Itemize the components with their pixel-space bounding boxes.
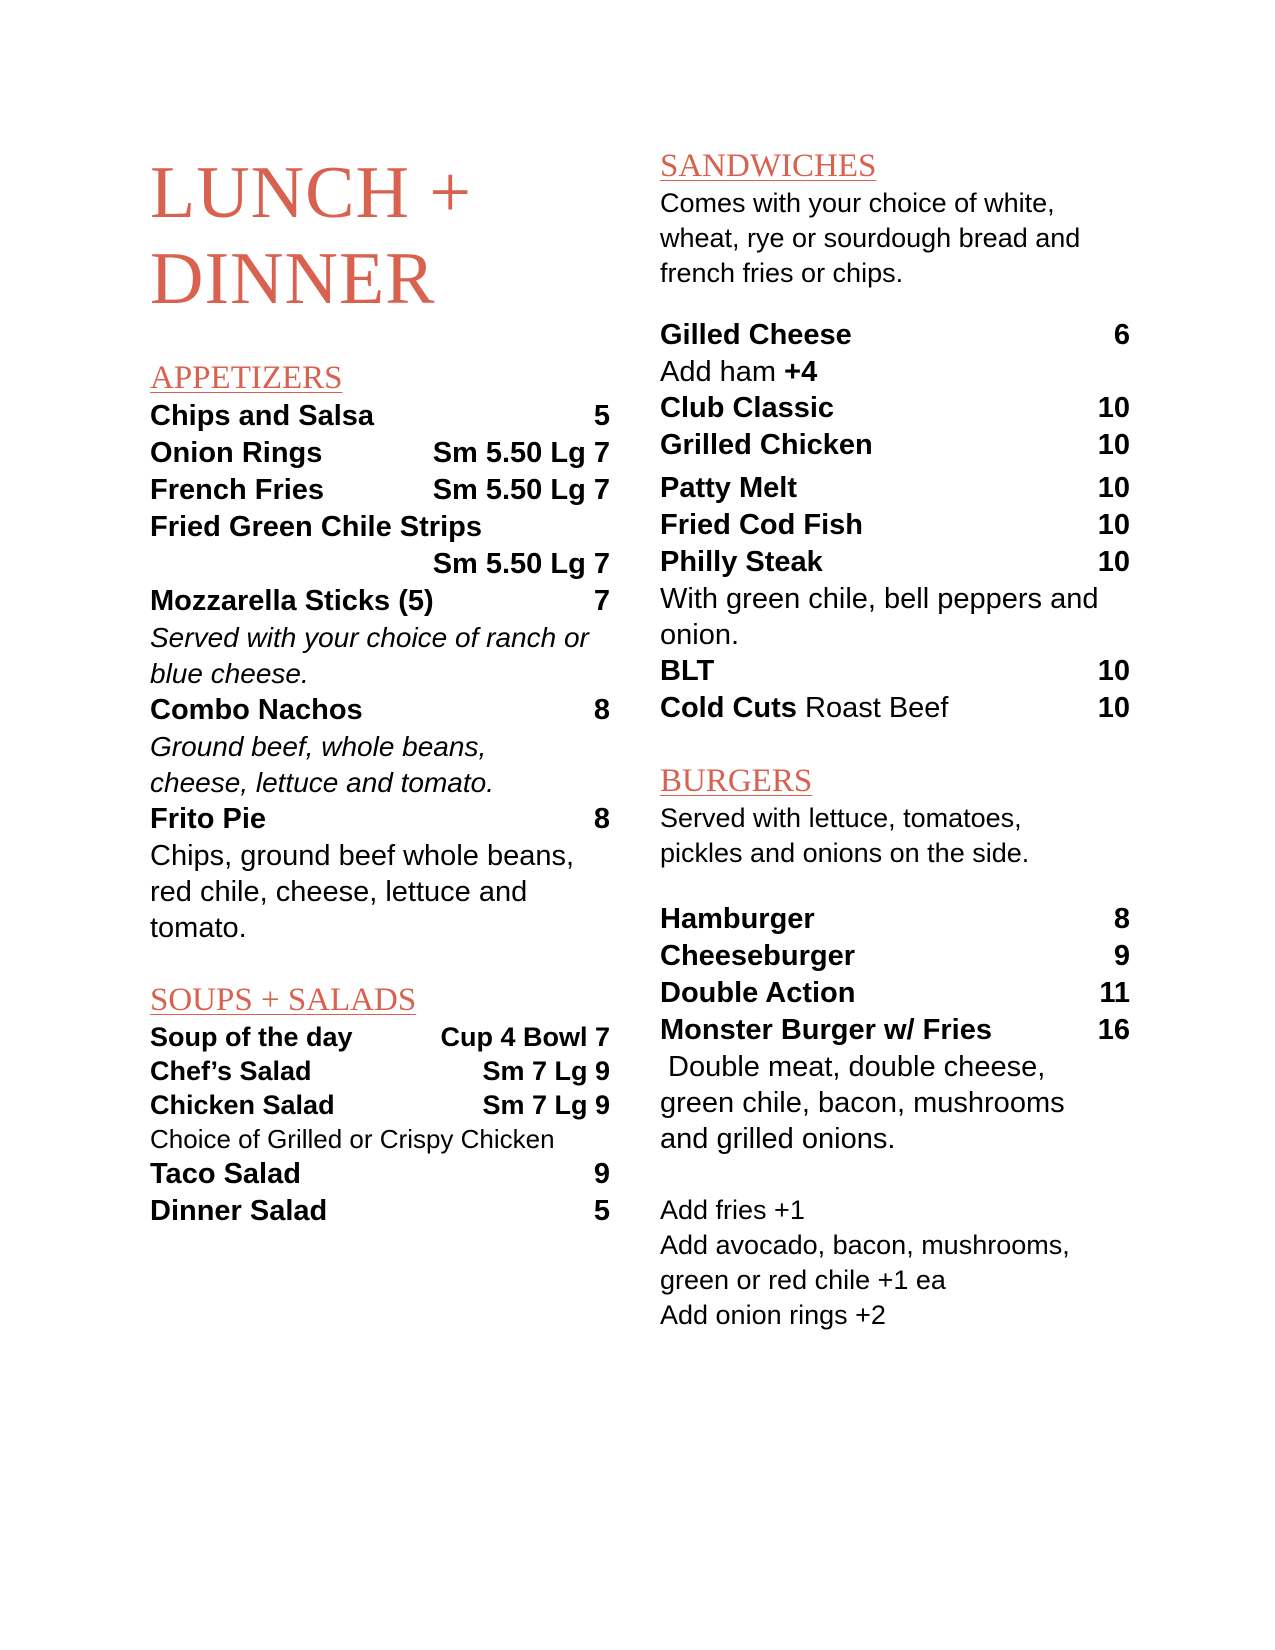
menu-title-line-1: LUNCH + bbox=[150, 152, 473, 234]
item-name-bold: Cold Cuts bbox=[660, 692, 797, 724]
addon-price: +4 bbox=[784, 356, 818, 388]
appetizers-section bbox=[150, 360, 610, 946]
appetizers-heading: APPETIZERS bbox=[150, 360, 343, 396]
addon-line: Add onion rings +2 bbox=[660, 1300, 886, 1330]
section-intro: Comes with your choice of white, wheat, rye or sourdough bread and french fries or chips. bbox=[660, 188, 1081, 288]
item-name: Soup of the day bbox=[150, 1022, 353, 1052]
item-price: 10 bbox=[1097, 546, 1130, 578]
item-price: Sm 5.50 Lg 7 bbox=[432, 548, 610, 580]
item-price: 8 bbox=[593, 803, 610, 835]
menu-item bbox=[660, 390, 1130, 427]
item-name: Mozzarella Sticks (5) bbox=[150, 585, 434, 617]
item-description: Served with your choice of ranch or blue cheese. bbox=[150, 622, 589, 689]
sandwiches-section bbox=[660, 148, 1130, 727]
item-price: 8 bbox=[593, 694, 610, 726]
item-name: Gilled Cheese bbox=[660, 319, 852, 351]
item-price: 5 bbox=[593, 400, 610, 432]
item-name: Grilled Chicken bbox=[660, 429, 873, 461]
section-intro: Served with lettuce, tomatoes, pickles and onions on the side. bbox=[660, 803, 1030, 868]
burgers-section bbox=[660, 763, 1130, 1333]
item-name-suffix: Roast Beef bbox=[805, 692, 949, 724]
item-name: Chef’s Salad bbox=[150, 1056, 312, 1086]
item-price: 7 bbox=[593, 585, 610, 617]
right-column bbox=[660, 148, 1130, 1333]
menu-item bbox=[660, 901, 1130, 938]
item-name: Chicken Salad bbox=[150, 1090, 335, 1120]
item-name: Monster Burger w/ Fries bbox=[660, 1014, 992, 1046]
menu-item bbox=[150, 472, 610, 509]
item-name: Philly Steak bbox=[660, 546, 823, 578]
item-price: Sm 5.50 Lg 7 bbox=[432, 474, 610, 506]
menu-item bbox=[150, 583, 610, 692]
menu-item bbox=[660, 470, 1130, 507]
item-price: Sm 7 Lg 9 bbox=[482, 1056, 610, 1086]
item-name: Chips and Salsa bbox=[150, 400, 375, 432]
addon-line: Add fries +1 bbox=[660, 1195, 805, 1225]
item-price: 11 bbox=[1099, 977, 1130, 1009]
menu-item bbox=[660, 427, 1130, 464]
item-price: 10 bbox=[1097, 429, 1130, 461]
menu-item bbox=[660, 975, 1130, 1012]
item-name: Fried Cod Fish bbox=[660, 509, 863, 541]
menu-item bbox=[150, 1156, 610, 1193]
item-price: Sm 5.50 Lg 7 bbox=[432, 437, 610, 469]
item-name: Onion Rings bbox=[150, 437, 323, 469]
menu-title-line-2: DINNER bbox=[150, 238, 436, 320]
item-addon bbox=[660, 354, 1130, 390]
item-price: Sm 7 Lg 9 bbox=[482, 1090, 610, 1120]
item-price: 9 bbox=[593, 1158, 610, 1190]
menu-item bbox=[660, 1012, 1130, 1157]
item-price: 9 bbox=[1113, 940, 1130, 972]
item-name: Club Classic bbox=[660, 392, 835, 424]
menu-item bbox=[150, 1088, 610, 1156]
menu-item bbox=[150, 801, 610, 946]
menu-item bbox=[150, 398, 610, 435]
menu-item bbox=[150, 692, 610, 801]
item-name: French Fries bbox=[150, 474, 325, 506]
item-name: BLT bbox=[660, 655, 715, 687]
soups-salads-section bbox=[150, 982, 610, 1230]
item-name bbox=[660, 690, 948, 727]
menu-item bbox=[660, 544, 1130, 653]
item-price: 10 bbox=[1097, 472, 1130, 504]
item-price: Cup 4 Bowl 7 bbox=[440, 1022, 610, 1052]
item-price: 10 bbox=[1097, 692, 1130, 724]
item-price: 10 bbox=[1097, 509, 1130, 541]
menu-item bbox=[150, 1020, 610, 1054]
item-description: Chips, ground beef whole beans, red chile, cheese, lettuce and tomato. bbox=[150, 840, 575, 944]
item-price: 10 bbox=[1097, 655, 1130, 687]
item-name: Frito Pie bbox=[150, 803, 267, 835]
item-name: Dinner Salad bbox=[150, 1195, 328, 1227]
item-description: Choice of Grilled or Crispy Chicken bbox=[150, 1124, 555, 1154]
burger-addons bbox=[660, 1193, 1130, 1333]
item-name: Hamburger bbox=[660, 903, 815, 935]
menu-item bbox=[150, 1054, 610, 1088]
menu-item bbox=[150, 1193, 610, 1230]
menu-item bbox=[150, 509, 610, 583]
menu-item bbox=[150, 435, 610, 472]
menu-item bbox=[660, 938, 1130, 975]
menu-title bbox=[150, 150, 610, 322]
item-description: Ground beef, whole beans, cheese, lettuce and tomato. bbox=[150, 731, 494, 798]
menu-item bbox=[660, 690, 1130, 727]
sandwiches-heading: SANDWICHES bbox=[660, 148, 877, 184]
burgers-heading: BURGERS bbox=[660, 763, 813, 799]
menu-item bbox=[660, 507, 1130, 544]
item-price: 8 bbox=[1113, 903, 1130, 935]
addon-line: Add avocado, bacon, mushrooms, green or red chile +1 ea bbox=[660, 1230, 1070, 1295]
soups-salads-heading: SOUPS + SALADS bbox=[150, 982, 417, 1018]
item-price: 10 bbox=[1097, 392, 1130, 424]
item-description: Double meat, double cheese, green chile, bacon, mushrooms and grilled onions. bbox=[660, 1051, 1065, 1155]
item-price: 16 bbox=[1097, 1014, 1130, 1046]
addon-text: Add ham bbox=[660, 356, 777, 388]
menu-item bbox=[660, 653, 1130, 690]
item-name: Taco Salad bbox=[150, 1158, 301, 1190]
item-description: With green chile, bell peppers and onion. bbox=[660, 583, 1099, 651]
left-column bbox=[150, 150, 610, 1230]
item-name: Double Action bbox=[660, 977, 856, 1009]
item-name: Fried Green Chile Strips bbox=[150, 511, 482, 543]
menu-item bbox=[660, 317, 1130, 390]
item-price: 5 bbox=[593, 1195, 610, 1227]
item-name: Combo Nachos bbox=[150, 694, 363, 726]
item-price: 6 bbox=[1113, 319, 1130, 351]
item-name: Patty Melt bbox=[660, 472, 797, 504]
item-name: Cheeseburger bbox=[660, 940, 856, 972]
